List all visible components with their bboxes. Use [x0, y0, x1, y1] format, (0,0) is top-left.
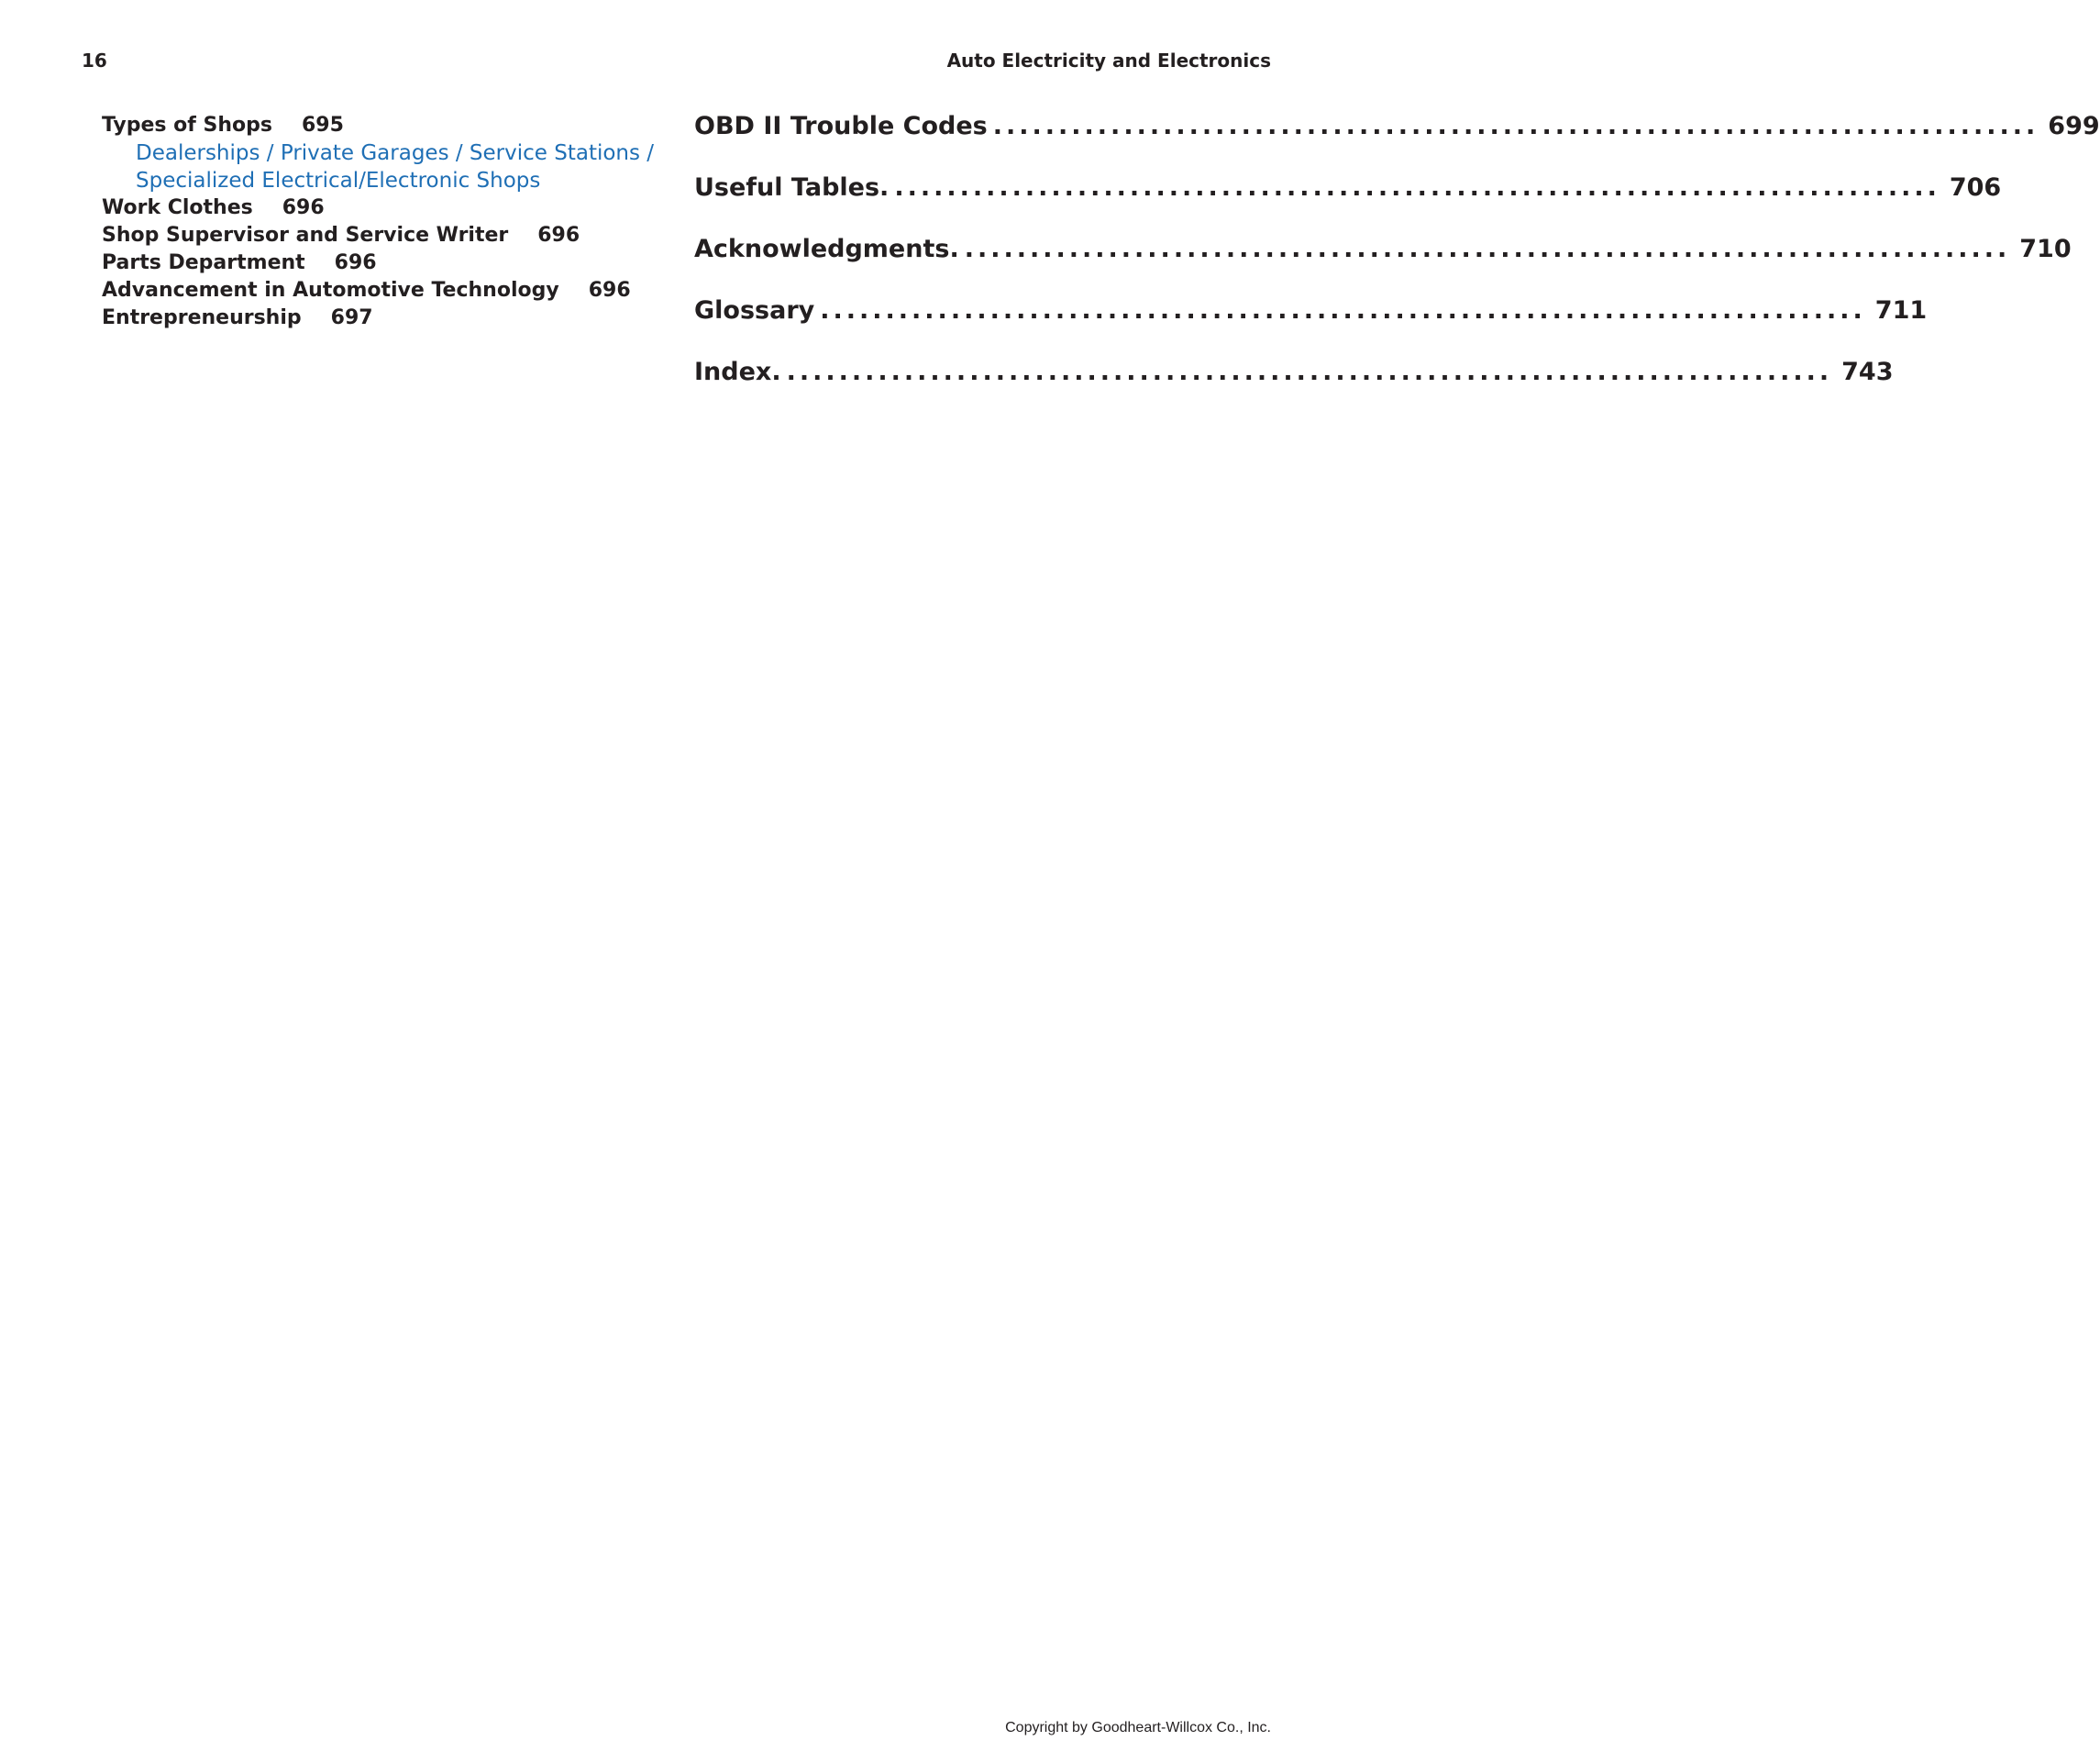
page-number: 16 — [82, 50, 107, 72]
toc-main-entry-page: 743 — [1841, 358, 1894, 386]
toc-entry-types-of-shops — [102, 112, 670, 139]
toc-entry-page: 696 — [282, 196, 325, 219]
toc-entry-title: Work Clothes — [102, 196, 253, 219]
toc-main-entry-glossary — [694, 293, 1928, 354]
right-toc-column — [694, 108, 2100, 416]
toc-main-entry-obd — [694, 108, 2100, 170]
toc-entry-page: 695 — [301, 114, 344, 137]
toc-subentry-line: Dealerships / Private Garages / Service Stations / — [136, 141, 655, 165]
toc-entry-title: Types of Shops — [102, 114, 272, 137]
toc-main-entry-page: 699 — [2048, 112, 2100, 140]
dot-leader: ................................................................................ — [964, 235, 2011, 263]
dot-leader: ................................................................................ — [820, 296, 1866, 325]
toc-main-entry-page: 706 — [1949, 173, 2002, 202]
toc-main-entry-title: OBD II Trouble Codes — [694, 112, 988, 140]
toc-main-entry-page: 710 — [2019, 235, 2072, 263]
toc-main-entry-title: Index. — [694, 358, 781, 386]
toc-entry-entrepreneurship — [102, 305, 670, 332]
toc-main-entry-acknowledgments — [694, 231, 2072, 293]
copyright-notice: Copyright by Goodheart-Willcox Co., Inc. — [1005, 1720, 1271, 1735]
dot-leader: ................................................................................ — [894, 173, 1940, 202]
toc-entry-title: Shop Supervisor and Service Writer — [102, 224, 509, 247]
toc-subentry-line: Specialized Electrical/Electronic Shops — [136, 169, 541, 193]
toc-main-entry-page: 711 — [1874, 296, 1928, 325]
toc-entry-title: Parts Department — [102, 251, 305, 274]
toc-main-entry-index — [694, 354, 1894, 416]
toc-main-entry-title: Useful Tables. — [694, 173, 890, 202]
running-head: Auto Electricity and Electronics — [946, 50, 1271, 72]
toc-entry-advancement — [102, 277, 670, 305]
left-toc-column — [102, 112, 670, 332]
dot-leader: ................................................................................ — [786, 358, 1833, 386]
toc-entry-parts-department — [102, 249, 670, 277]
toc-entry-page: 696 — [588, 279, 631, 302]
toc-entry-page: 697 — [330, 306, 373, 329]
toc-entry-work-clothes — [102, 194, 670, 222]
toc-entry-title: Entrepreneurship — [102, 306, 302, 329]
toc-entry-page: 696 — [334, 251, 377, 274]
toc-entry-page: 696 — [537, 224, 580, 247]
toc-entry-shop-supervisor — [102, 222, 670, 249]
dot-leader: ................................................................................ — [992, 112, 2039, 140]
toc-main-entry-title: Acknowledgments. — [694, 235, 959, 263]
toc-main-entry-useful-tables — [694, 170, 2002, 231]
toc-main-entry-title: Glossary — [694, 296, 815, 325]
toc-entry-title: Advancement in Automotive Technology — [102, 279, 559, 302]
